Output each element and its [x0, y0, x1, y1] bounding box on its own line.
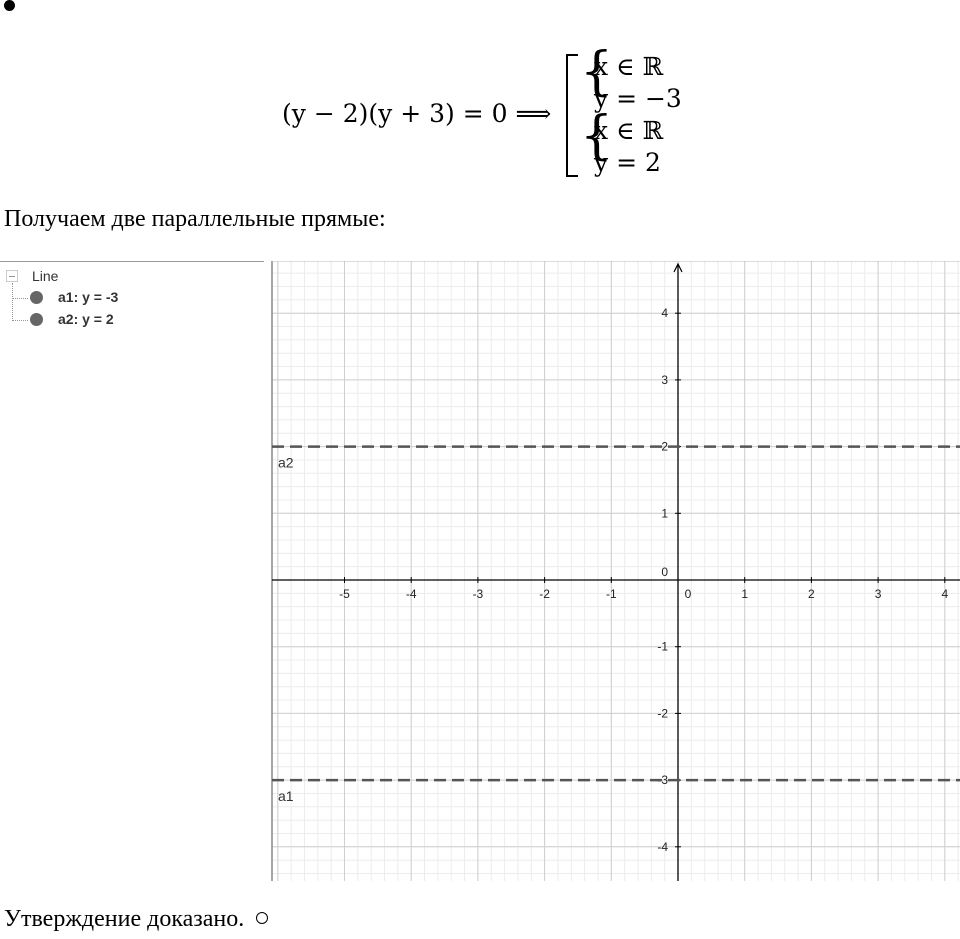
equation-block	[282, 42, 702, 180]
y-tick-label: 3	[661, 372, 668, 387]
x-tick-label: 4	[941, 587, 949, 601]
tree-item-label: a1: y = -3	[58, 289, 119, 305]
visibility-dot-icon[interactable]	[30, 291, 43, 304]
conclusion-text: Утверждение доказано.	[4, 906, 245, 932]
bullet-marker	[4, 0, 15, 11]
y-tick-label: 1	[661, 506, 668, 521]
plot-background	[272, 261, 960, 881]
y-tick-label: 0	[661, 565, 668, 579]
union-bracket	[566, 54, 578, 177]
y-tick-label: -1	[657, 639, 668, 654]
algebra-view	[0, 261, 264, 381]
end-of-proof-icon	[256, 912, 268, 924]
y-tick-label: -3	[657, 773, 668, 788]
y-tick-label: 4	[661, 306, 668, 321]
x-tick-label: -2	[539, 587, 550, 601]
x-tick-label: -4	[405, 587, 417, 601]
system-2-brace: {	[580, 106, 614, 166]
tree-branch	[12, 298, 28, 299]
algebra-view-divider	[0, 261, 264, 262]
tree-item-label: a2: y = 2	[58, 311, 114, 327]
x-tick-label: 2	[808, 587, 815, 601]
conclusion-line	[4, 906, 268, 933]
x-tick-label: -1	[605, 587, 617, 601]
collapse-icon[interactable]	[6, 270, 18, 282]
coordinate-plane[interactable]	[268, 261, 960, 881]
x-tick-label: 3	[874, 587, 882, 601]
system-2-row-2: y = 2	[594, 148, 661, 177]
visibility-dot-icon[interactable]	[30, 313, 43, 326]
y-tick-label: -2	[657, 706, 668, 721]
tree-connector	[12, 283, 13, 321]
x-tick-label: -5	[339, 587, 350, 601]
equation-lhs: (y − 2)(y + 3) = 0 ⟹	[282, 99, 552, 128]
tree-branch	[12, 320, 28, 321]
line-label-a2: a2	[278, 454, 294, 471]
x-tick-label: 0	[684, 587, 692, 601]
graphics-view[interactable]	[268, 261, 960, 881]
line-label-a1: a1	[278, 788, 294, 805]
x-tick-label: -3	[472, 587, 484, 601]
system-2-row-1: x ∈ ℝ	[594, 116, 664, 145]
x-tick-label: 1	[741, 587, 749, 601]
system-1-brace: {	[580, 42, 614, 102]
y-tick-label: -4	[657, 839, 668, 854]
intro-text: Получаем две параллельные прямые:	[4, 206, 386, 232]
tree-root-label: Line	[32, 268, 59, 284]
y-tick-label: 2	[661, 439, 668, 454]
system-1-row-2: y = −3	[594, 84, 682, 113]
system-1-row-1: x ∈ ℝ	[594, 52, 664, 81]
